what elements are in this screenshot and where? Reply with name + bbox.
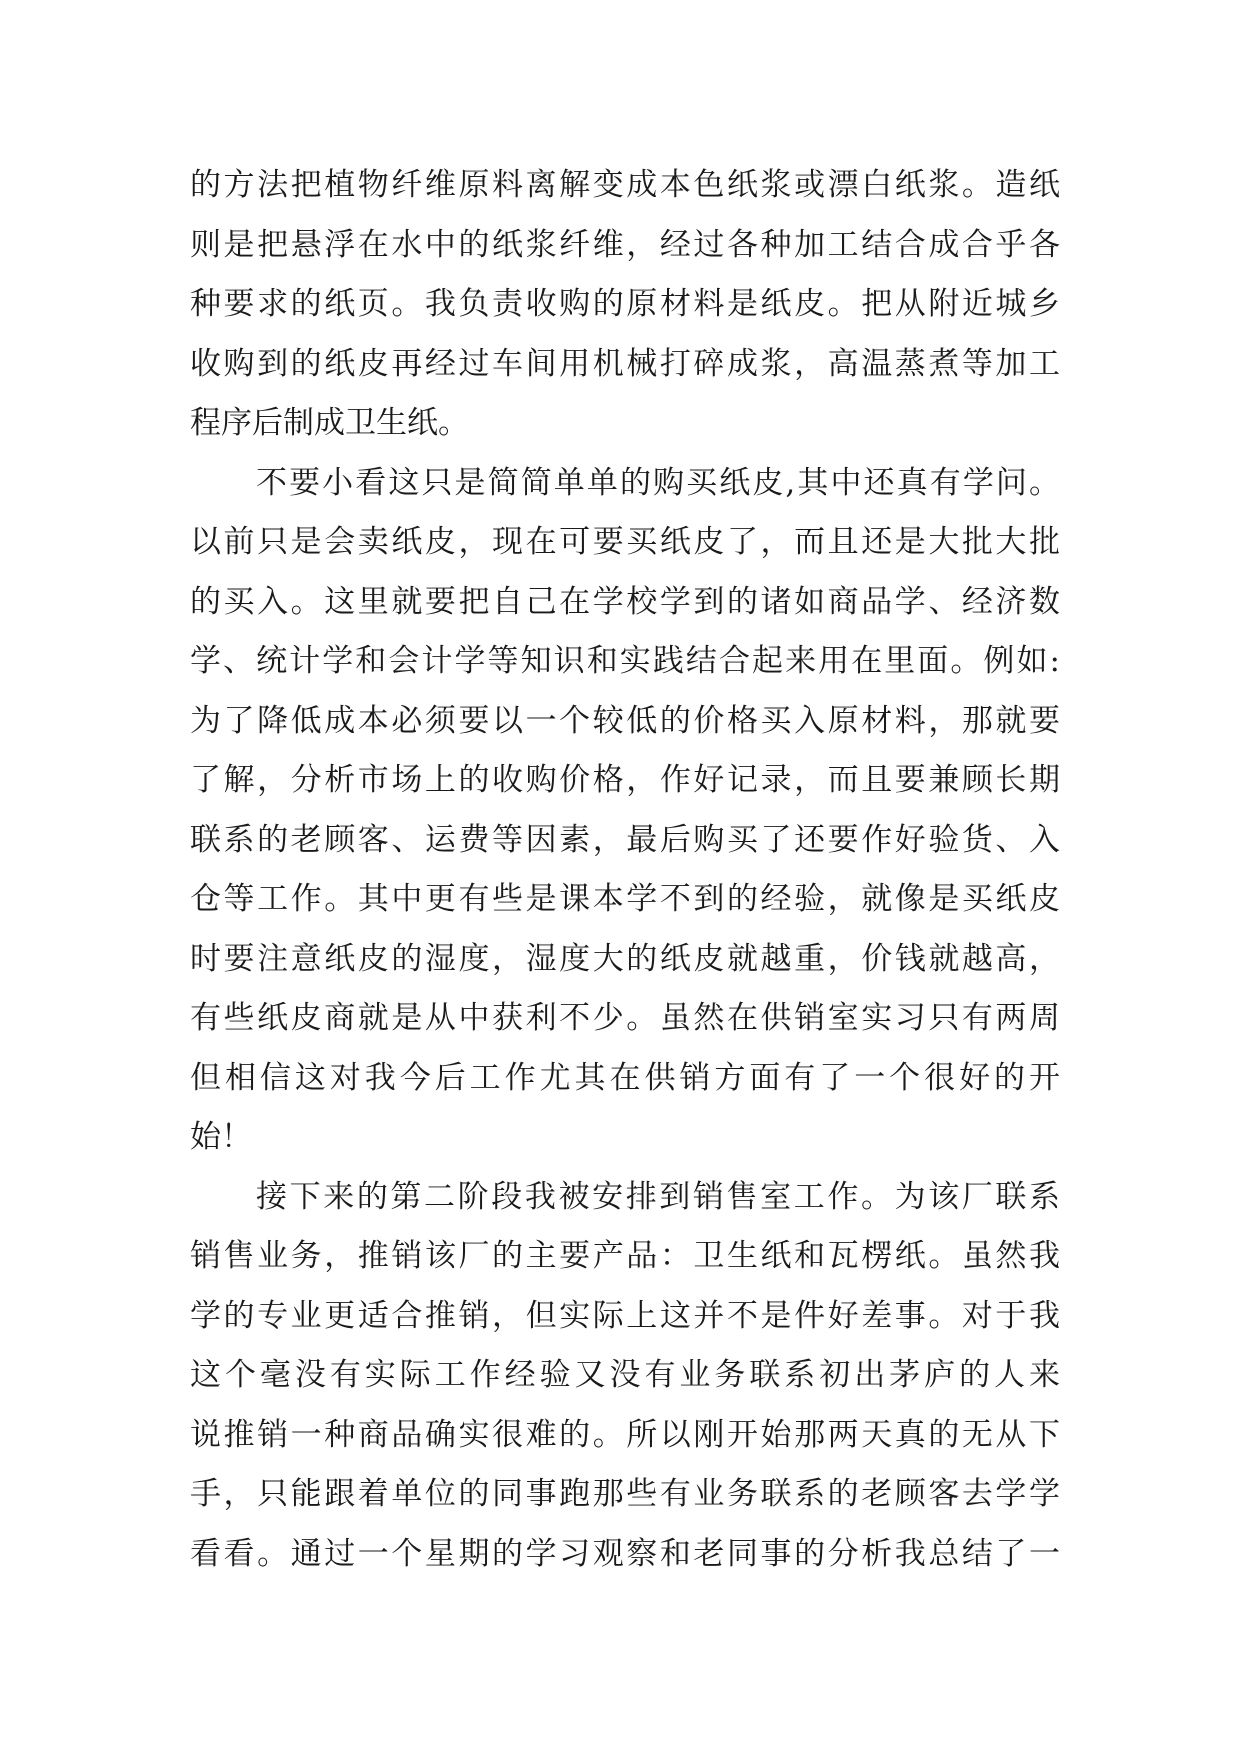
text-line: 了解，分析市场上的收购价格，作好记录，而且要兼顾长期 [190,762,1060,798]
text-line: 的买入。这里就要把自己在学校学到的诸如商品学、经济数 [190,583,1060,620]
text-line: 但相信这对我今后工作尤其在供销方面有了一个很好的开 [190,1059,1060,1096]
text-line: 始！ [190,1119,252,1155]
text-line: 程序后制成卫生纸。 [190,405,469,441]
text-line: 学、统计学和会计学等知识和实践结合起来用在里面。例如: [190,643,1060,679]
text-line: 为了降低成本必须要以一个较低的价格买入原材料，那就要 [190,702,1060,739]
text-line: 仓等工作。其中更有些是课本学不到的经验，就像是买纸皮 [190,881,1060,917]
text-line: 手，只能跟着单位的同事跑那些有业务联系的老顾客去学学 [190,1476,1060,1512]
paragraph-first-line: 接下来的第二阶段我被安排到销售室工作。为该厂联系 [256,1178,1060,1215]
paragraph-first-line: 不要小看这只是简简单单的购买纸皮,其中还真有学问。 [256,464,1060,501]
text-line: 看看。通过一个星期的学习观察和老同事的分析我总结了一 [190,1535,1060,1572]
text-line: 以前只是会卖纸皮，现在可要买纸皮了，而且还是大批大批 [190,524,1060,560]
text-line: 有些纸皮商就是从中获利不少。虽然在供销室实习只有两周 [190,1000,1060,1036]
text-line: 收购到的纸皮再经过车间用机械打碎成浆，高温蒸煮等加工 [190,345,1060,382]
text-line: 时要注意纸皮的湿度，湿度大的纸皮就越重，价钱就越高， [190,940,1060,977]
text-line: 则是把悬浮在水中的纸浆纤维，经过各种加工结合成合乎各 [190,226,1060,263]
text-line: 这个毫没有实际工作经验又没有业务联系初出茅庐的人来 [190,1357,1060,1393]
text-line: 的方法把植物纤维原料离解变成本色纸浆或漂白纸浆。造纸 [190,167,1060,203]
text-line: 销售业务，推销该厂的主要产品：卫生纸和瓦楞纸。虽然我 [190,1238,1060,1274]
text-line: 学的专业更适合推销，但实际上这并不是件好差事。对于我 [190,1297,1060,1334]
body-text [190,156,1060,1584]
text-line: 说推销一种商品确实很难的。所以刚开始那两天真的无从下 [190,1416,1060,1453]
text-line: 联系的老顾客、运费等因素，最后购买了还要作好验货、入 [190,821,1060,858]
text-line: 种要求的纸页。我负责收购的原材料是纸皮。把从附近城乡 [190,286,1060,322]
